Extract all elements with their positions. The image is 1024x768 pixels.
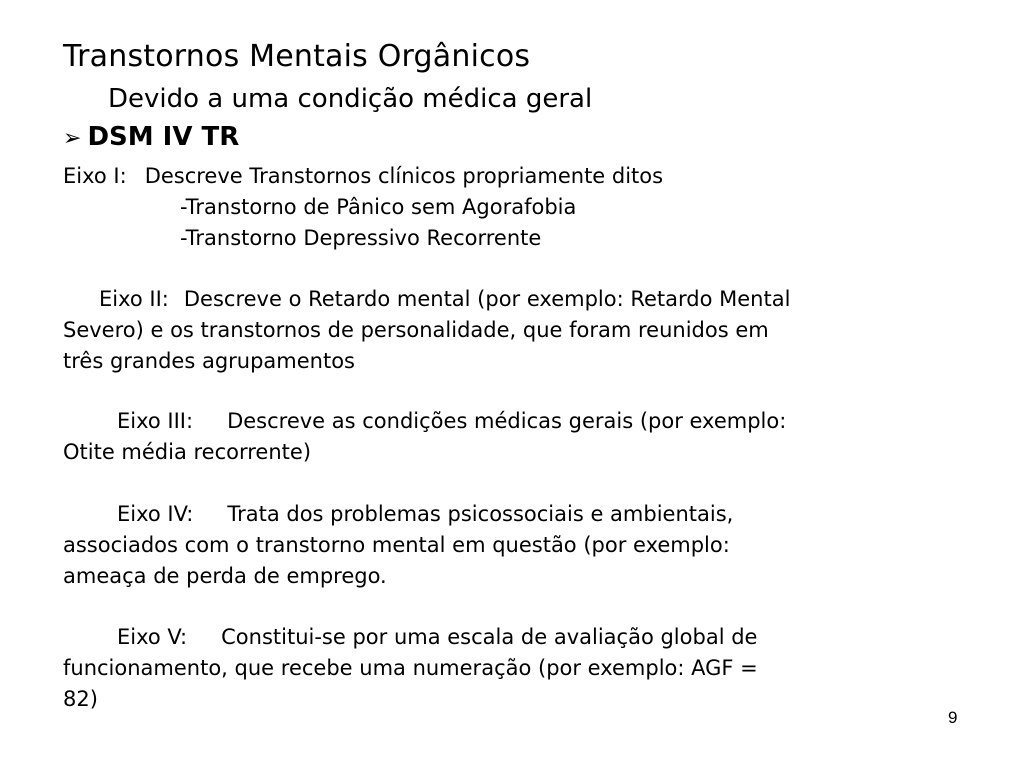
- axis-ii-first-line: [63, 284, 968, 315]
- axis-i-example-1: -Transtorno de Pânico sem Agorafobia: [180, 195, 577, 219]
- axis-ii-line-3: três grandes agrupamentos: [63, 349, 356, 373]
- axis-iii-line-2: Otite média recorrente): [63, 440, 312, 464]
- axis-ii-label: Eixo II:: [99, 287, 169, 311]
- axis-v-first-line: [63, 622, 968, 653]
- axis-i-first-line: [63, 161, 968, 192]
- axis-v-description: Constitui-se por uma escala de avaliação global de: [221, 625, 758, 649]
- axis-i-example-2: -Transtorno Depressivo Recorrente: [180, 226, 542, 250]
- axis-iv-line-2: associados com o transtorno mental em questão (por exemplo:: [63, 533, 730, 557]
- axis-ii-section: [63, 284, 968, 377]
- dsm-heading: [63, 119, 239, 157]
- axis-ii-line-2: Severo) e os transtornos de personalidade, que foram reunidos em: [63, 318, 769, 342]
- axis-v-label: Eixo V:: [117, 625, 188, 649]
- axis-iii-description: Descreve as condições médicas gerais (por exemplo:: [227, 409, 787, 433]
- axis-v-section: [63, 622, 968, 715]
- axis-iii-section: [63, 406, 968, 468]
- axis-iv-line-3: ameaça de perda de emprego.: [63, 564, 387, 588]
- slide-title: Transtornos Mentais Orgânicos: [63, 39, 531, 74]
- dsm-heading-text: DSM IV TR: [87, 122, 240, 152]
- axis-i-section: [63, 161, 968, 254]
- axis-v-line-2: funcionamento, que recebe uma numeração (por exemplo: AGF =: [63, 656, 758, 680]
- axis-iv-description: Trata dos problemas psicossociais e ambientais,: [227, 502, 734, 526]
- slide-subtitle: Devido a uma condição médica geral: [108, 84, 593, 114]
- axis-ii-description: Descreve o Retardo mental (por exemplo: Retardo Mental: [183, 287, 791, 311]
- axis-iv-label: Eixo IV:: [117, 502, 194, 526]
- axis-i-label: Eixo I:: [63, 164, 127, 188]
- axis-iii-first-line: [63, 406, 968, 437]
- axis-iii-label: Eixo III:: [117, 409, 194, 433]
- axis-v-line-3: 82): [63, 687, 98, 711]
- page-number: 9: [948, 708, 958, 727]
- axis-iv-first-line: [63, 499, 968, 530]
- axis-iv-section: [63, 499, 968, 592]
- right-arrowhead-icon: ➢: [63, 126, 82, 151]
- axis-i-description: Descreve Transtornos clínicos propriamente ditos: [144, 164, 664, 188]
